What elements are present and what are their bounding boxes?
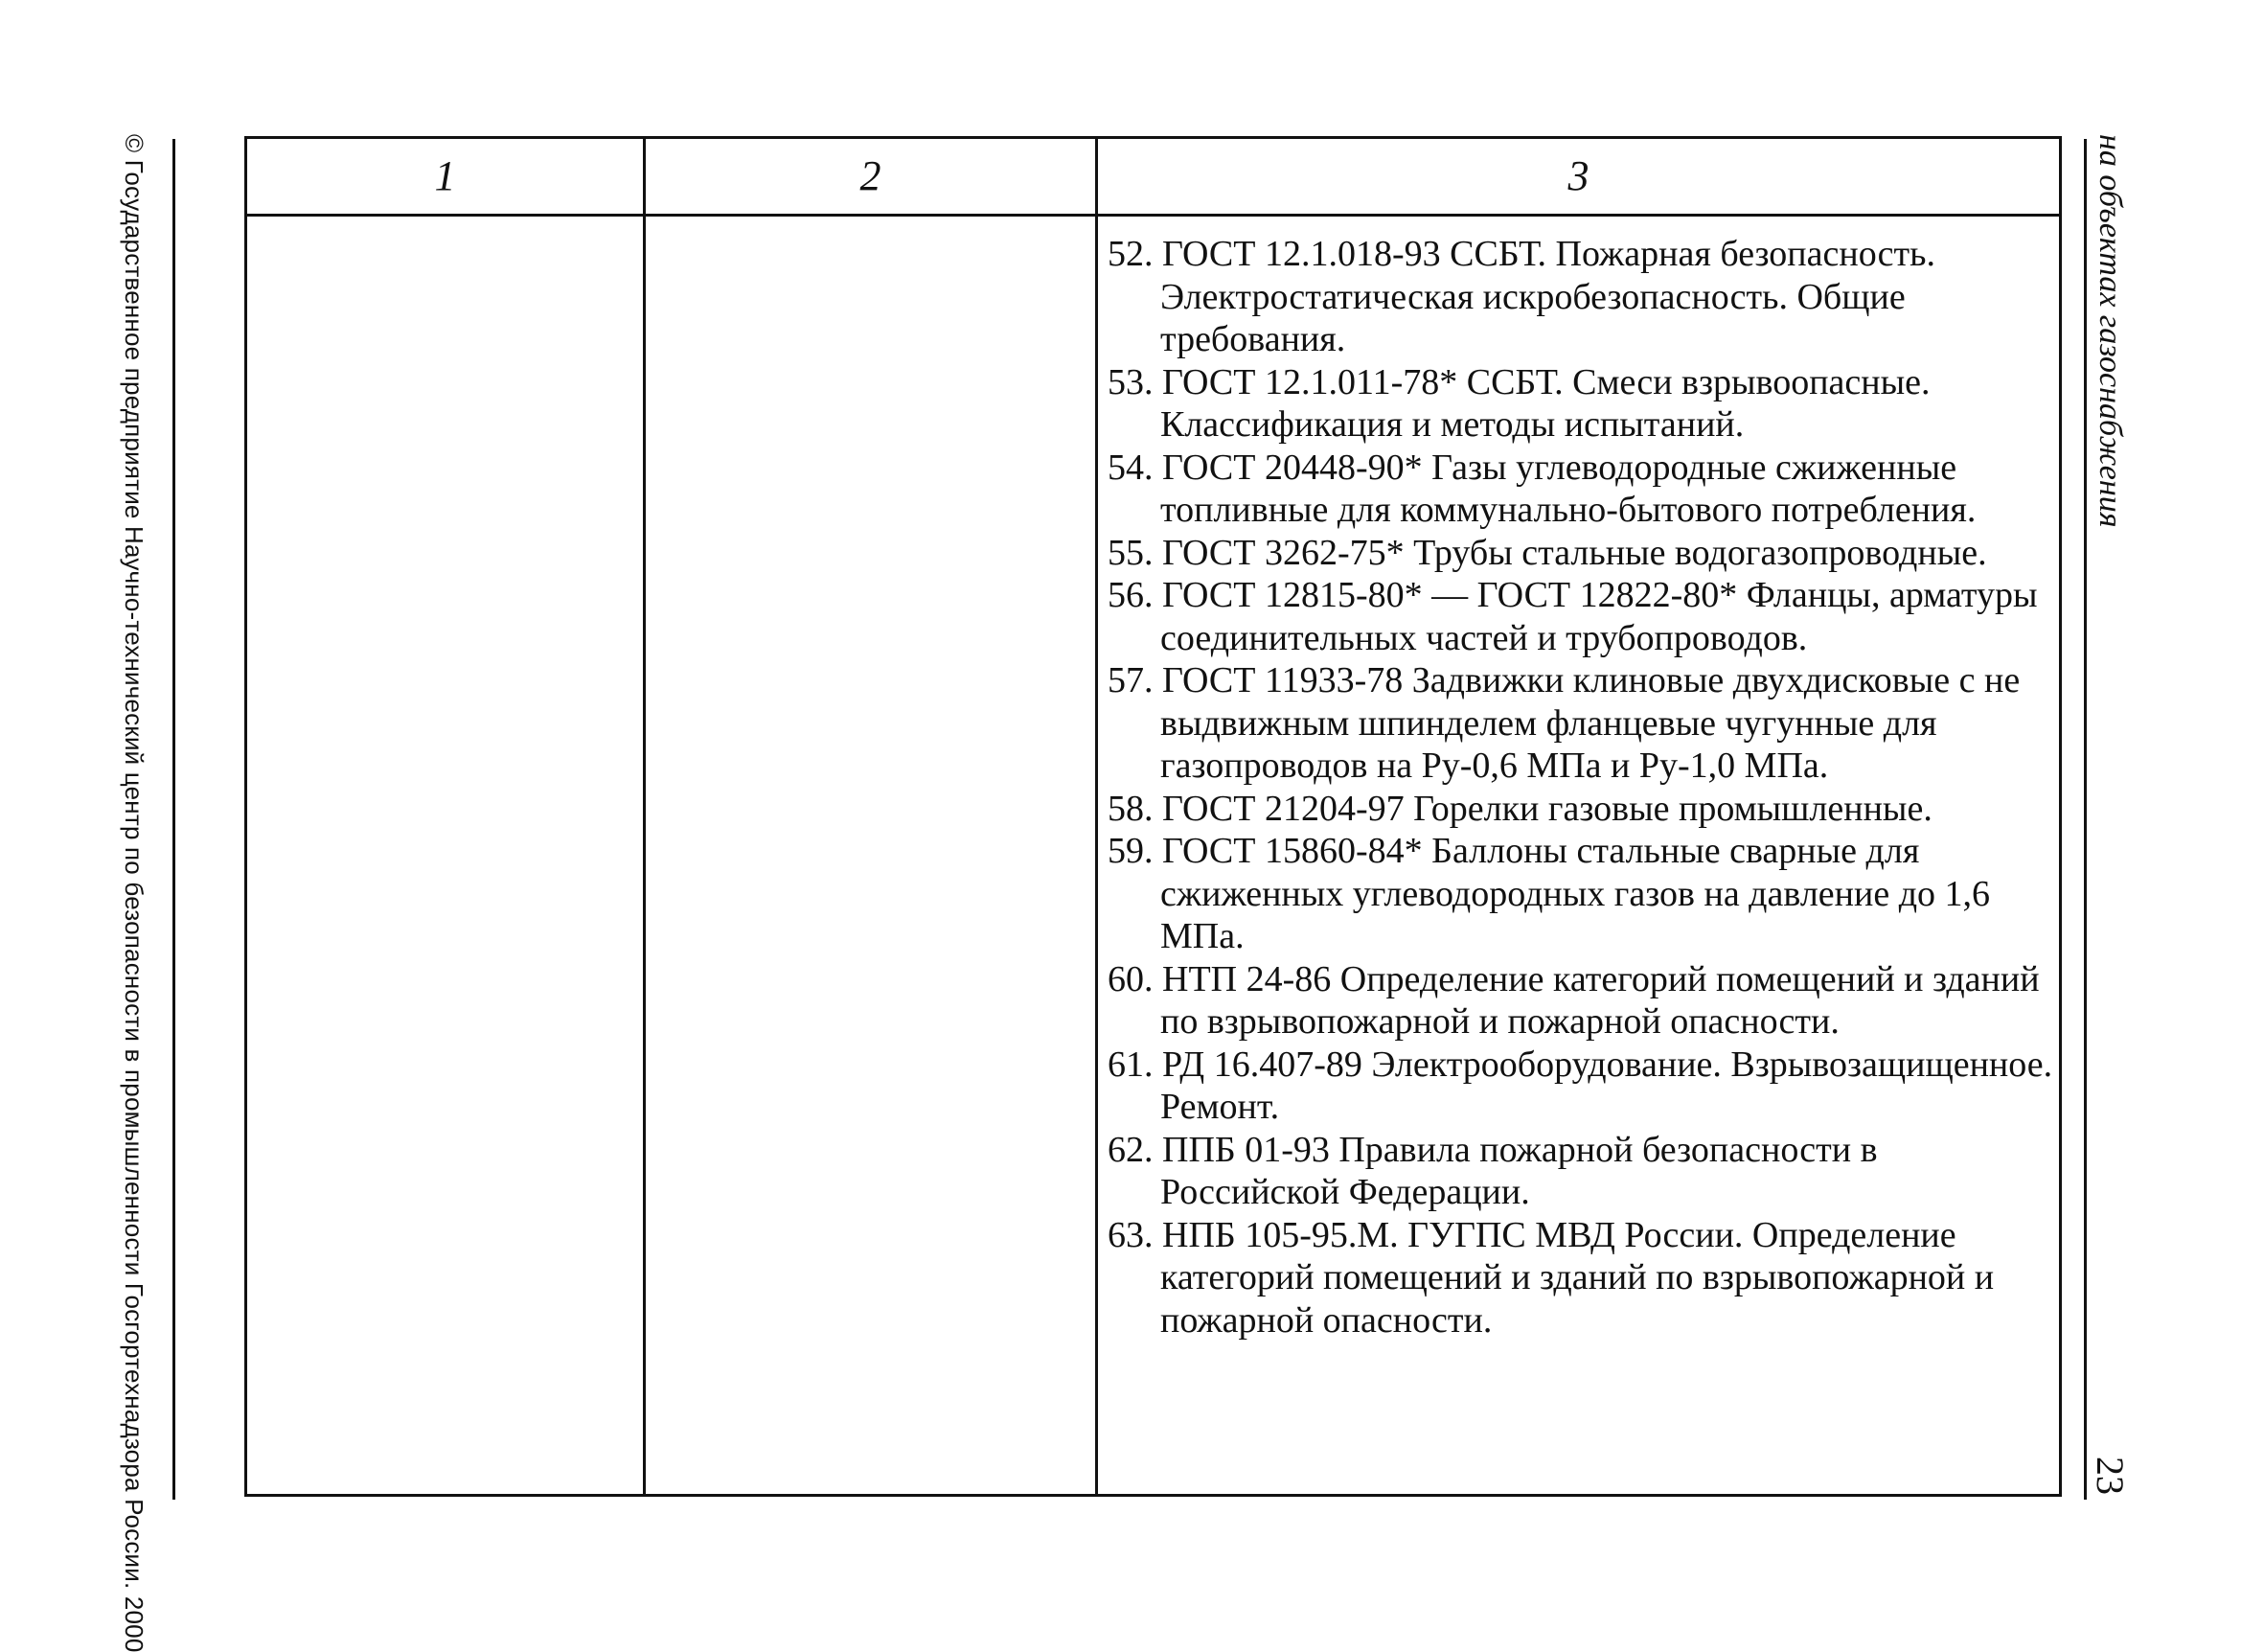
page-number: 23 (2089, 1457, 2132, 1495)
list-item: 55. ГОСТ 3262-75* Трубы стальные водогазопроводные. (1108, 532, 1987, 573)
header-cell-2: 2 (859, 152, 881, 199)
list-item: 57. ГОСТ 11933-78 Задвижки клиновые двухдисковые с не выдвижным шпинделем фланцевые чугунные для газопроводов на Ру-0,6 МПа и Ру-1,0 МПа. (1108, 660, 2021, 786)
standards-table (244, 136, 2062, 1497)
list-item: 54. ГОСТ 20448-90* Газы углеводородные сжиженные топливные для коммунально-бытового потребления. (1108, 447, 1977, 530)
column-3-content (1108, 233, 2056, 1342)
list-item: 53. ГОСТ 12.1.011-78* ССБТ. Смеси взрывоопасные. Классификация и методы испытаний. (1108, 361, 1931, 445)
header-cell-3: 3 (1567, 152, 1589, 199)
list-item: 61. РД 16.407-89 Электрооборудование. Взрывозащищенное. Ремонт. (1108, 1044, 2053, 1127)
list-item: 56. ГОСТ 12815-80* — ГОСТ 12822-80* Фланцы, арматуры соединительных частей и трубопроводов. (1108, 575, 2038, 658)
list-item: 52. ГОСТ 12.1.018-93 ССБТ. Пожарная безопасность. Электростатическая искробезопасность. Общие требования. (1108, 234, 1935, 359)
column-divider-2 (1095, 139, 1098, 1494)
list-item: 62. ППБ 01-93 Правила пожарной безопасности в Российской Федерации. (1108, 1129, 1878, 1212)
list-item: 60. НТП 24-86 Определение категорий помещений и зданий по взрывопожарной и пожарной опасности. (1108, 958, 2040, 1042)
header-cell-1: 1 (434, 152, 456, 199)
running-header-side-text: на объектах газоснабжения (2092, 134, 2128, 528)
list-item: 58. ГОСТ 21204-97 Горелки газовые промышленные. (1108, 788, 1932, 829)
copyright-side-text: © Государственное предприятие Научно-технический центр по безопасности в промышленности Госгортехнадзора России. 2000 (120, 134, 149, 1652)
list-item: 63. НПБ 105-95.М. ГУГПС МВД России. Определение категорий помещений и зданий по взрывопожарной и пожарной опасности. (1108, 1214, 1995, 1341)
column-divider-1 (643, 139, 646, 1494)
list-item: 59. ГОСТ 15860-84* Баллоны стальные сварные для сжиженных углеводородных газов на давление до 1,6 МПа. (1108, 831, 1991, 956)
table-header-row (247, 139, 2059, 217)
left-margin-rule (172, 139, 175, 1500)
